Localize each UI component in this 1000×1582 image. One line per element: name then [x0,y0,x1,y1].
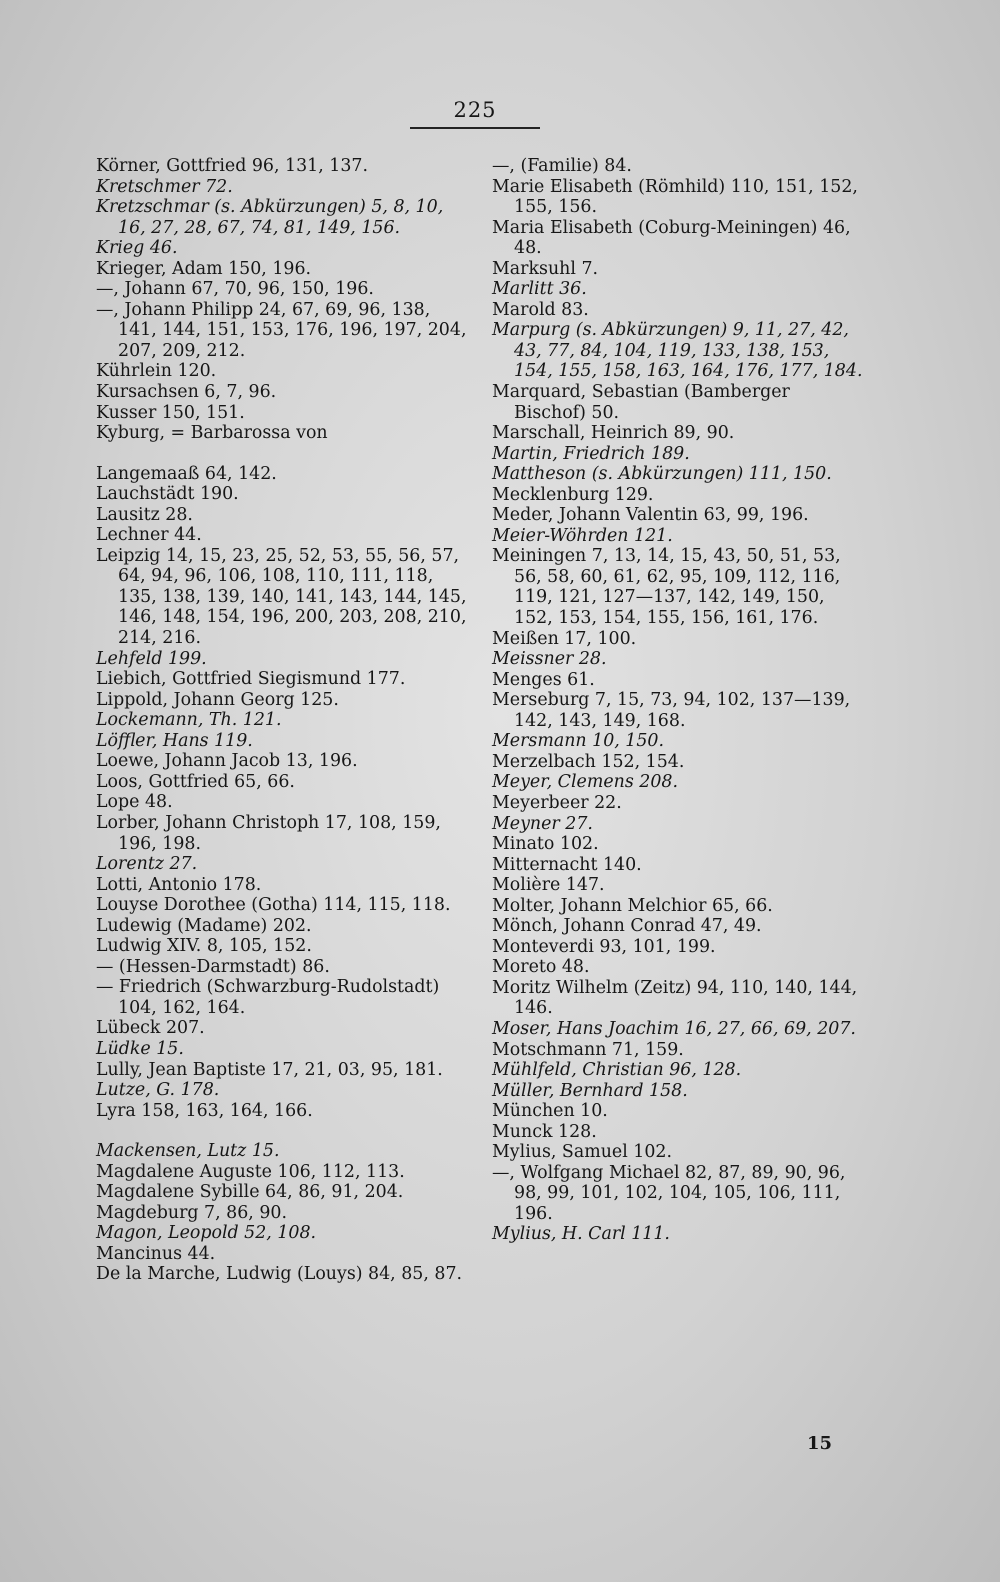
index-entry: Merzelbach 152, 154. [492,751,685,772]
index-entry: Mancinus 44. [96,1243,216,1264]
index-entry: Lausitz 28. [96,504,193,525]
index-entry: Magdeburg 7, 86, 90. [96,1202,287,1223]
index-entry: Langemaaß 64, 142. [96,463,277,484]
index-entry: Magdalene Auguste 106, 112, 113. [96,1161,405,1182]
index-entry: —, Wolfgang Michael 82, 87, 89, 90, 96, 98, 99, 101, 102, 104, 105, 106, 111, 196. [492,1162,846,1224]
index-entry: Lope 48. [96,792,173,813]
index-column-right [492,156,864,1245]
index-entry: Löffler, Hans 119. [96,730,253,751]
index-entry: Meiningen 7, 13, 14, 15, 43, 50, 51, 53, 56, 58, 60, 61, 62, 95, 109, 112, 116, 119, 121, 127—137, 142, 149, 150, 152, 153, 154, 155, 156, 161, 176. [492,546,841,629]
index-entry: Lorentz 27. [96,854,198,875]
page-number: 225 [453,98,497,122]
index-entry: Meder, Johann Valentin 63, 99, 196. [492,505,809,526]
index-entry: Meyerbeer 22. [492,792,622,813]
index-entry: Mattheson (s. Abkürzungen) 111, 150. [492,464,832,485]
index-entry: Molière 147. [492,875,605,896]
index-entry: —, Johann Philipp 24, 67, 69, 96, 138, 141, 144, 151, 153, 176, 196, 197, 204, 207, 209, 212. [96,299,467,361]
index-entry: Maria Elisabeth (Coburg-Meiningen) 46, 48. [492,217,851,259]
index-entry: Kührlein 120. [96,361,217,382]
index-entry: Meier-Wöhrden 121. [492,525,673,546]
index-entry: Loos, Gottfried 65, 66. [96,771,295,792]
index-entry: Marlitt 36. [492,279,587,300]
index-entry: —, (Familie) 84. [492,156,632,176]
index-entry: Kursachsen 6, 7, 96. [96,382,277,403]
index-entry: Mitternacht 140. [492,854,642,875]
index-entry: Loewe, Johann Jacob 13, 196. [96,751,358,772]
index-entry: Meyner 27. [492,813,593,834]
header-rule [410,127,540,129]
index-entry: Mackensen, Lutz 15. [96,1141,280,1162]
index-column-left [96,156,468,1285]
index-entry: Leipzig 14, 15, 23, 25, 52, 53, 55, 56, 57, 64, 94, 96, 106, 108, 110, 111, 118, 135, 138, 139, 140, 141, 143, 144, 145, 146, 148, 154, 196, 200, 203, 208, 210, 214, 216. [96,545,467,649]
index-entry: De la Marche, Ludwig (Louys) 84, 85, 87. [96,1264,463,1285]
index-entry: Marie Elisabeth (Römhild) 110, 151, 152, 155, 156. [492,176,858,218]
index-entry: Lully, Jean Baptiste 17, 21, 03, 95, 181. [96,1059,443,1080]
index-entry: Körner, Gottfried 96, 131, 137. [96,156,369,176]
index-entry: Mecklenburg 129. [492,484,654,505]
index-entry: Martin, Friedrich 189. [492,443,690,464]
index-entry: Lockemann, Th. 121. [96,710,282,731]
index-entry: Mylius, Samuel 102. [492,1142,673,1163]
index-entry: Mönch, Johann Conrad 47, 49. [492,916,762,937]
index-entry: Marpurg (s. Abkürzungen) 9, 11, 27, 42, 43, 77, 84, 104, 119, 133, 138, 153, 154, 155, 158, 163, 164, 176, 177, 184. [492,320,863,382]
index-entry: Louyse Dorothee (Gotha) 114, 115, 118. [96,895,451,916]
index-entry: Mylius, H. Carl 111. [492,1224,670,1245]
index-entry: Moreto 48. [492,957,590,978]
index-entry: Minato 102. [492,834,599,855]
index-entry: Meyer, Clemens 208. [492,772,678,793]
index-entry: Marold 83. [492,299,589,320]
signature-mark: 15 [806,1433,832,1454]
index-entry: Lechner 44. [96,525,202,546]
index-entry: Merseburg 7, 15, 73, 94, 102, 137—139, 142, 143, 149, 168. [492,690,851,731]
index-entry: Krieg 46. [96,238,178,259]
index-entry: — (Hessen-Darmstadt) 86. [96,956,330,977]
index-entry: Marksuhl 7. [492,258,599,279]
index-entry: Lehfeld 199. [96,648,207,669]
index-entry: Motschmann 71, 159. [492,1039,684,1060]
index-entry: Marschall, Heinrich 89, 90. [492,423,735,444]
index-entry: Lotti, Antonio 178. [96,874,262,895]
index-entry: Magon, Leopold 52, 108. [96,1223,317,1244]
index-entry: Ludewig (Madame) 202. [96,915,312,936]
index-entry: Kretzschmar (s. Abkürzungen) 5, 8, 10, 16, 27, 28, 67, 74, 81, 149, 156. [96,197,444,238]
index-entry: Kretschmer 72. [96,176,233,197]
index-entry: Molter, Johann Melchior 65, 66. [492,895,773,916]
index-entry: Meissner 28. [492,649,607,670]
index-entry: München 10. [492,1101,608,1122]
index-entry: Kyburg, = Barbarossa von [96,423,328,444]
index-entry: Ludwig XIV. 8, 105, 152. [96,936,312,957]
index-entry: Marquard, Sebastian (Bamberger Bischof) 50. [492,382,790,423]
index-entry: Lübeck 207. [96,1018,205,1039]
index-entry: Mersmann 10, 150. [492,731,665,752]
index-entry: Lyra 158, 163, 164, 166. [96,1100,313,1121]
index-entry: Krieger, Adam 150, 196. [96,258,312,279]
index-entry: Lüdke 15. [96,1038,184,1059]
index-entry: Magdalene Sybille 64, 86, 91, 204. [96,1182,404,1203]
index-entry: — Friedrich (Schwarzburg-Rudolstadt) 104, 162, 164. [96,977,440,1018]
index-entry: Lorber, Johann Christoph 17, 108, 159, 196, 198. [96,812,441,854]
index-entry: Müller, Bernhard 158. [492,1080,688,1101]
index-entry: Meißen 17, 100. [492,628,637,649]
index-entry: Mühlfeld, Christian 96, 128. [492,1060,742,1081]
index-entry: Liebich, Gottfried Siegismund 177. [96,669,406,690]
index-entry: Lauchstädt 190. [96,484,239,505]
index-entry: Monteverdi 93, 101, 199. [492,936,716,957]
index-entry: Munck 128. [492,1121,597,1142]
index-entry: Kusser 150, 151. [96,402,245,423]
index-entry: Lippold, Johann Georg 125. [96,689,339,710]
index-entry: Menges 61. [492,669,595,690]
index-entry: —, Johann 67, 70, 96, 150, 196. [96,279,374,300]
index-entry: Lutze, G. 178. [96,1080,220,1101]
index-entry: Moser, Hans Joachim 16, 27, 66, 69, 207. [492,1018,856,1039]
index-entry: Moritz Wilhelm (Zeitz) 94, 110, 140, 144, 146. [492,977,858,1019]
